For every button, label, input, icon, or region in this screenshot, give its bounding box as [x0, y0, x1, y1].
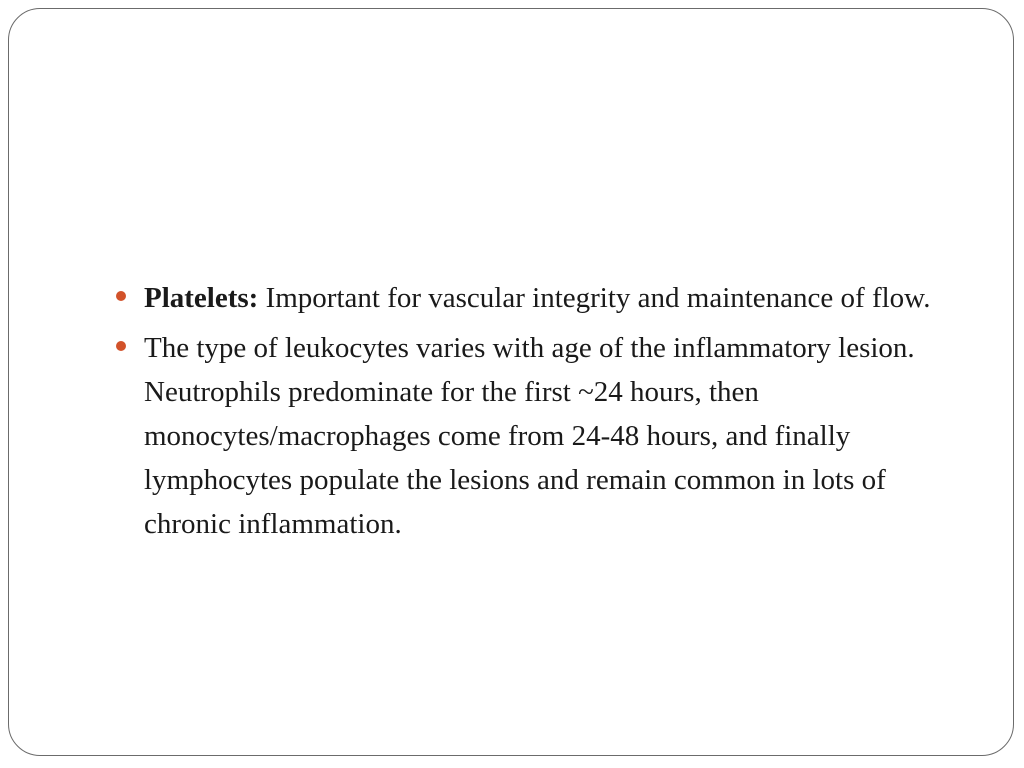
bullet-term: Platelets:: [144, 282, 259, 314]
bullet-text: The type of leukocytes varies with age of the inflammatory lesion. Neutrophils predominate for the first ~24 hours, then monocytes/macrophages come from 24-48 hours, and finally lymphocytes populate the lesions and remain common in lots of chronic inflammation.: [144, 332, 915, 540]
bullet-item-platelets: [106, 276, 976, 320]
bullet-list: [106, 276, 976, 552]
bullet-dot-icon: [116, 291, 126, 301]
bullet-item-leukocytes: [106, 326, 976, 546]
bullet-text: Important for vascular integrity and maintenance of flow.: [258, 282, 931, 314]
bullet-dot-icon: [116, 341, 126, 351]
